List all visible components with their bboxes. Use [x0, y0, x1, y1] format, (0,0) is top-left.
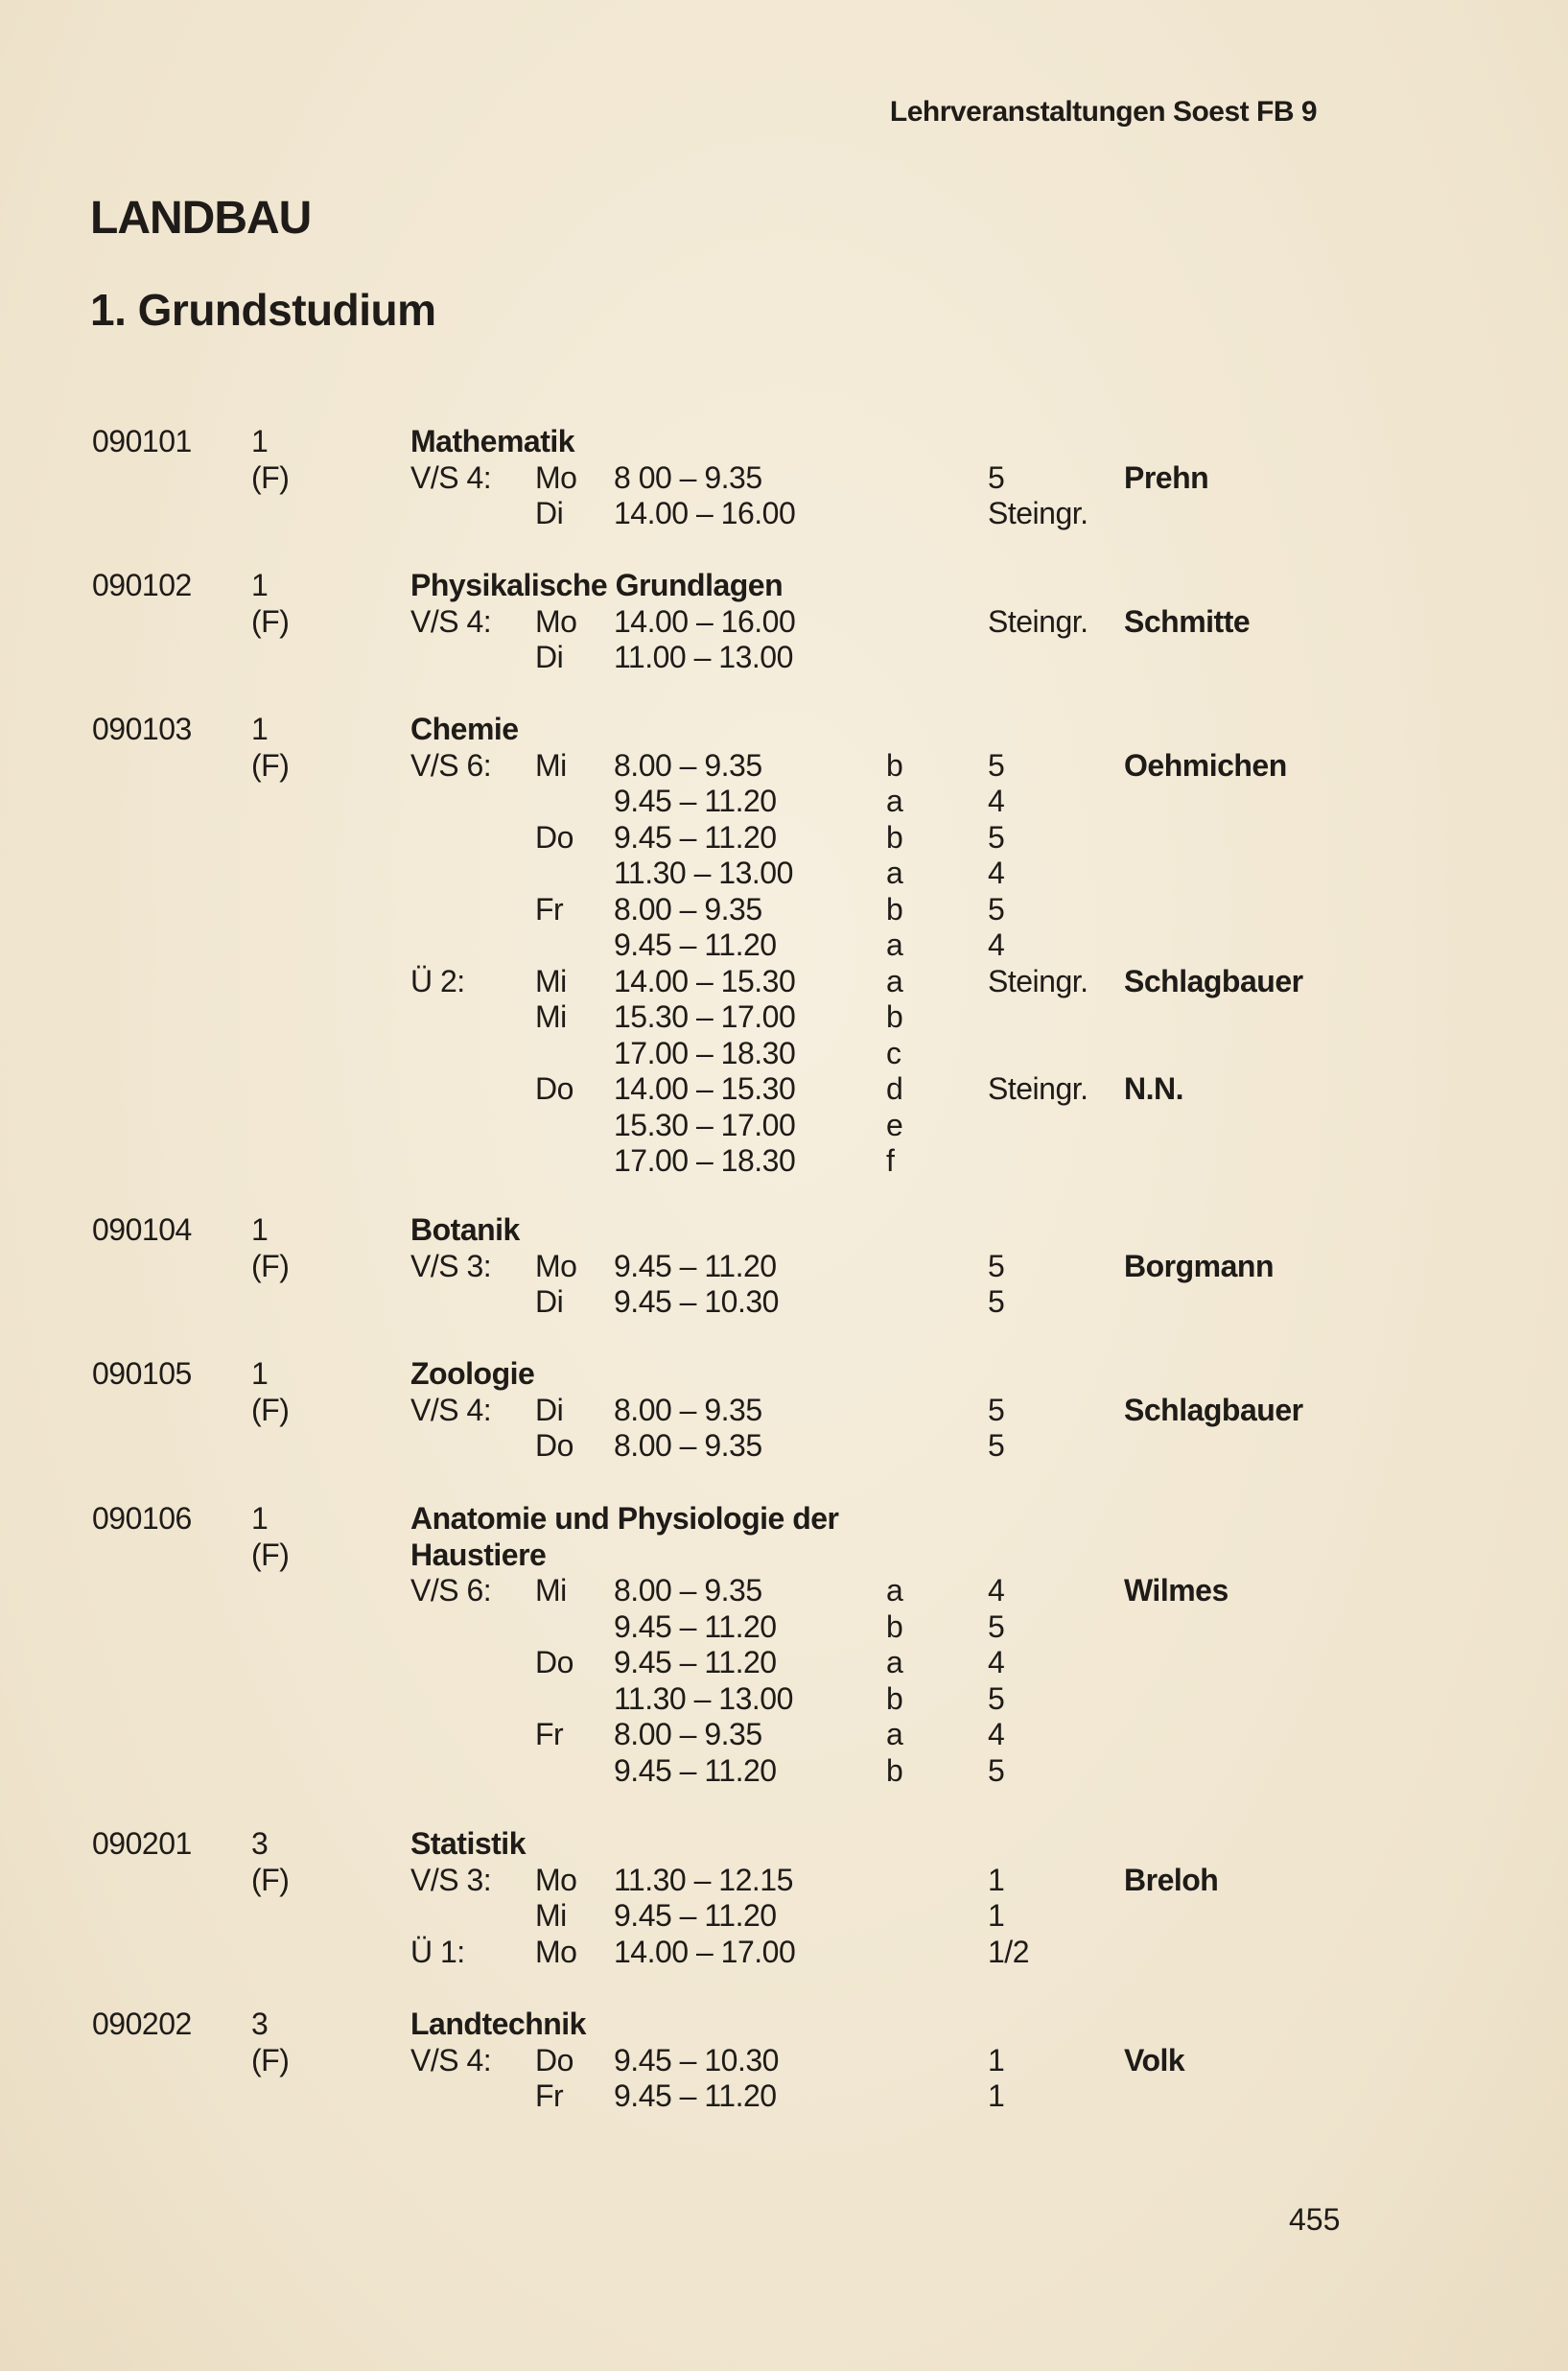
course-semester: 3: [251, 1826, 269, 1861]
session-room: 4: [988, 1717, 1005, 1751]
session-time: 17.00 – 18.30: [614, 1143, 796, 1178]
session-day: Do: [535, 1428, 573, 1463]
course-lecturer: Breloh: [1124, 1862, 1219, 1897]
course-name: Zoologie: [410, 1356, 535, 1391]
session-type: Ü 2:: [410, 963, 465, 998]
session-day: Mi: [535, 1573, 567, 1608]
session-group: a: [886, 927, 903, 962]
session-day: Do: [535, 1645, 573, 1679]
session-type: V/S 3:: [410, 1862, 492, 1897]
course-lecturer: Schlagbauer: [1124, 963, 1303, 998]
session-time: 8.00 – 9.35: [614, 747, 762, 783]
session-time: 8.00 – 9.35: [614, 1428, 762, 1463]
course-semester: 1: [251, 424, 269, 458]
course-name: Haustiere: [410, 1537, 547, 1572]
session-room: 5: [988, 1284, 1005, 1319]
session-type: Ü 1:: [410, 1934, 465, 1969]
course-semester: 1: [251, 712, 269, 746]
session-time: 15.30 – 17.00: [614, 999, 796, 1034]
session-room: 1: [988, 2078, 1005, 2113]
course-name: Physikalische Grundlagen: [410, 568, 784, 602]
session-group: a: [886, 784, 903, 818]
session-type: V/S 4:: [410, 2042, 492, 2078]
session-time: 9.45 – 11.20: [614, 927, 777, 962]
session-time: 8.00 – 9.35: [614, 1392, 762, 1427]
session-time: 8.00 – 9.35: [614, 1573, 762, 1608]
session-time: 9.45 – 11.20: [614, 2078, 777, 2113]
session-group: a: [886, 1717, 903, 1751]
session-group: b: [886, 819, 903, 855]
session-group: b: [886, 999, 903, 1034]
course-flag: (F): [251, 1862, 290, 1897]
course-lecturer: Oehmichen: [1124, 747, 1287, 783]
session-time: 9.45 – 11.20: [614, 1248, 777, 1283]
course-lecturer: Volk: [1124, 2042, 1185, 2078]
session-time: 17.00 – 18.30: [614, 1035, 796, 1070]
course-flag: (F): [251, 1392, 290, 1427]
session-room: 5: [988, 459, 1005, 495]
course-name: Botanik: [410, 1212, 520, 1247]
session-day: Fr: [535, 891, 564, 927]
session-room: 5: [988, 1392, 1005, 1427]
session-day: Di: [535, 1284, 564, 1319]
course-semester: 1: [251, 1501, 269, 1536]
course-name: Anatomie und Physiologie der: [410, 1501, 839, 1536]
course-lecturer: Wilmes: [1124, 1573, 1229, 1608]
session-room: Steingr.: [988, 496, 1088, 530]
session-day: Do: [535, 819, 573, 855]
session-type: V/S 4:: [410, 459, 492, 495]
session-group: a: [886, 963, 903, 998]
session-room: 5: [988, 1248, 1005, 1283]
session-room: 1/2: [988, 1934, 1029, 1969]
session-room: 1: [988, 2042, 1005, 2078]
session-day: Do: [535, 1071, 573, 1106]
session-room: 5: [988, 891, 1005, 927]
section-title: LANDBAU: [90, 193, 312, 244]
session-time: 8.00 – 9.35: [614, 1717, 762, 1751]
session-time: 11.30 – 12.15: [614, 1862, 793, 1897]
course-flag: (F): [251, 1537, 290, 1572]
course-lecturer: N.N.: [1124, 1071, 1183, 1106]
course-flag: (F): [251, 2042, 290, 2078]
session-time: 14.00 – 17.00: [614, 1934, 796, 1969]
session-day: Mo: [535, 1248, 577, 1283]
course-lecturer: Schlagbauer: [1124, 1392, 1303, 1427]
session-room: 4: [988, 856, 1005, 890]
session-group: c: [886, 1035, 901, 1070]
session-room: 1: [988, 1862, 1005, 1897]
session-day: Do: [535, 2042, 573, 2078]
session-time: 14.00 – 15.30: [614, 1071, 796, 1106]
subsection-title: 1. Grundstudium: [90, 285, 436, 335]
session-room: 1: [988, 1898, 1005, 1933]
session-day: Di: [535, 496, 564, 530]
session-time: 9.45 – 11.20: [614, 1645, 777, 1679]
course-semester: 3: [251, 2007, 269, 2041]
session-room: 5: [988, 819, 1005, 855]
session-time: 9.45 – 11.20: [614, 1608, 777, 1644]
session-type: V/S 6:: [410, 1573, 492, 1608]
course-code: 090106: [92, 1501, 192, 1536]
page-number: 455: [1289, 2202, 1341, 2237]
session-group: a: [886, 1573, 903, 1608]
session-room: Steingr.: [988, 1071, 1088, 1106]
session-type: V/S 4:: [410, 1392, 492, 1427]
session-group: b: [886, 1608, 903, 1644]
running-head: Lehrveranstaltungen Soest FB 9: [889, 96, 1317, 128]
session-time: 9.45 – 11.20: [614, 784, 777, 818]
session-time: 9.45 – 10.30: [614, 2042, 779, 2078]
session-time: 14.00 – 15.30: [614, 963, 796, 998]
session-time: 9.45 – 11.20: [614, 1752, 777, 1788]
course-code: 090202: [92, 2007, 192, 2041]
session-time: 9.45 – 11.20: [614, 819, 777, 855]
session-room: 5: [988, 747, 1005, 783]
course-semester: 1: [251, 1356, 269, 1391]
session-room: Steingr.: [988, 603, 1088, 639]
session-room: Steingr.: [988, 963, 1088, 998]
session-time: 14.00 – 16.00: [614, 496, 796, 530]
session-room: 4: [988, 1645, 1005, 1679]
course-code: 090105: [92, 1356, 192, 1391]
session-day: Mo: [535, 1862, 577, 1897]
session-room: 5: [988, 1680, 1005, 1716]
session-day: Fr: [535, 1717, 564, 1751]
session-time: 9.45 – 11.20: [614, 1898, 777, 1933]
session-room: 5: [988, 1752, 1005, 1788]
session-room: 4: [988, 1573, 1005, 1608]
course-lecturer: Schmitte: [1124, 603, 1251, 639]
session-day: Mo: [535, 459, 577, 495]
course-code: 090104: [92, 1212, 192, 1247]
session-room: 5: [988, 1608, 1005, 1644]
course-lecturer: Borgmann: [1124, 1248, 1274, 1283]
session-time: 15.30 – 17.00: [614, 1107, 796, 1142]
session-time: 8.00 – 9.35: [614, 891, 762, 927]
course-name: Landtechnik: [410, 2007, 586, 2041]
session-room: 5: [988, 1428, 1005, 1463]
course-code: 090201: [92, 1826, 192, 1861]
session-group: f: [886, 1143, 895, 1178]
session-group: b: [886, 1680, 903, 1716]
session-type: V/S 3:: [410, 1248, 492, 1283]
course-semester: 1: [251, 568, 269, 602]
course-name: Statistik: [410, 1826, 526, 1861]
course-lecturer: Prehn: [1124, 459, 1209, 495]
session-room: 4: [988, 927, 1005, 962]
session-time: 11.30 – 13.00: [614, 856, 793, 890]
course-flag: (F): [251, 747, 290, 783]
session-group: b: [886, 1752, 903, 1788]
session-day: Di: [535, 640, 564, 674]
session-group: a: [886, 1645, 903, 1679]
session-day: Fr: [535, 2078, 564, 2113]
session-group: b: [886, 891, 903, 927]
course-code: 090102: [92, 568, 192, 602]
session-group: b: [886, 747, 903, 783]
course-name: Chemie: [410, 712, 519, 746]
session-group: e: [886, 1107, 903, 1142]
course-semester: 1: [251, 1212, 269, 1247]
session-day: Mi: [535, 747, 567, 783]
course-code: 090101: [92, 424, 192, 458]
session-time: 11.00 – 13.00: [614, 640, 793, 674]
session-group: d: [886, 1071, 903, 1106]
session-day: Mo: [535, 1934, 577, 1969]
course-flag: (F): [251, 1248, 290, 1283]
session-day: Mo: [535, 603, 577, 639]
session-time: 11.30 – 13.00: [614, 1680, 793, 1716]
session-day: Mi: [535, 999, 567, 1034]
session-room: 4: [988, 784, 1005, 818]
session-day: Mi: [535, 1898, 567, 1933]
course-flag: (F): [251, 459, 290, 495]
session-day: Mi: [535, 963, 567, 998]
course-flag: (F): [251, 603, 290, 639]
course-name: Mathematik: [410, 424, 575, 458]
session-group: a: [886, 856, 903, 890]
session-type: V/S 6:: [410, 747, 492, 783]
session-time: 9.45 – 10.30: [614, 1284, 779, 1319]
session-day: Di: [535, 1392, 564, 1427]
session-time: 14.00 – 16.00: [614, 603, 796, 639]
course-code: 090103: [92, 712, 192, 746]
session-type: V/S 4:: [410, 603, 492, 639]
session-time: 8 00 – 9.35: [614, 459, 762, 495]
